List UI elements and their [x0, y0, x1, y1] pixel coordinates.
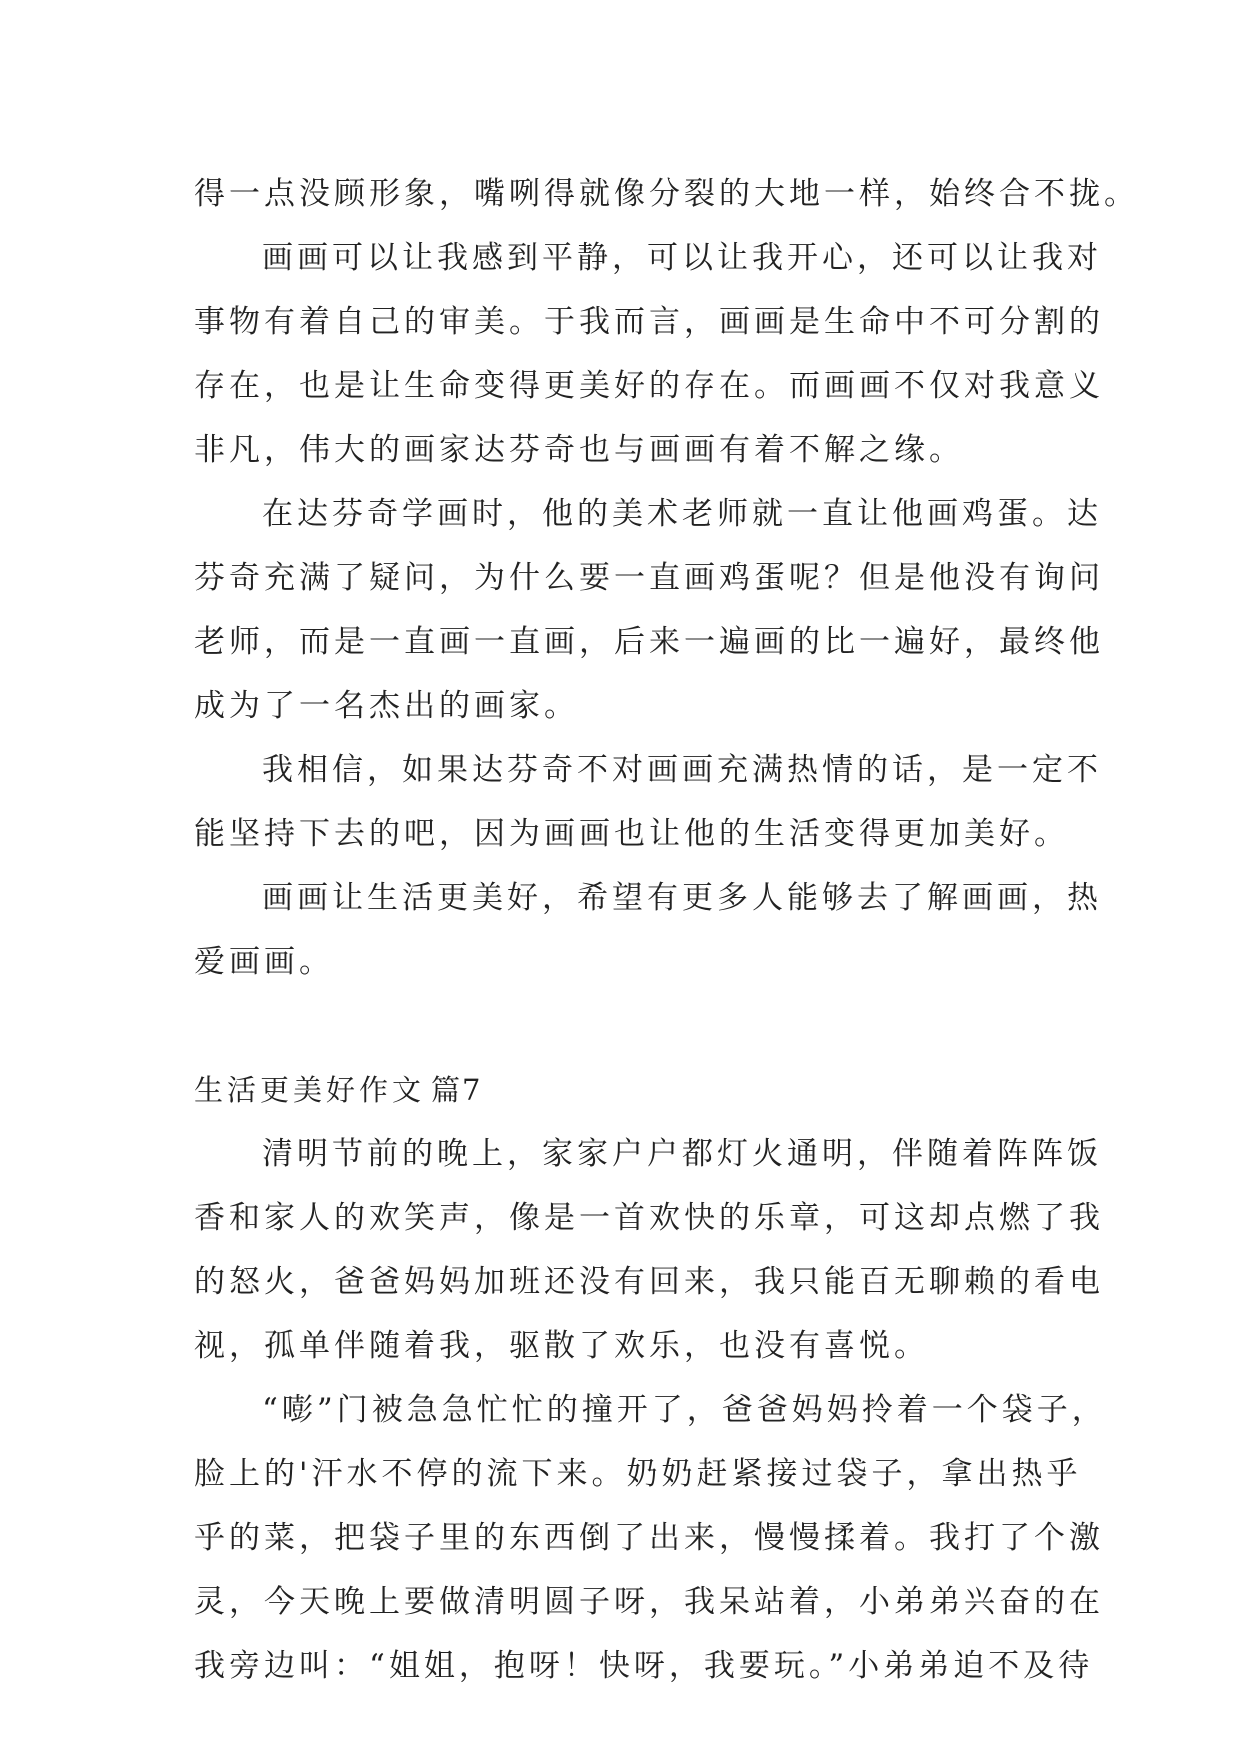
text-line: 得一点没顾形象，嘴咧得就像分裂的大地一样，始终合不拢。	[194, 176, 1139, 212]
text-line: 老师，而是一直画一直画，后来一遍画的比一遍好，最终他	[194, 624, 1104, 660]
paragraph-first-line: “嘭”门被急急忙忙的撞开了，爸爸妈妈拎着一个袋子，	[262, 1392, 1107, 1428]
text-line: 的怒火，爸爸妈妈加班还没有回来，我只能百无聊赖的看电	[194, 1264, 1104, 1300]
text-line: 事物有着自己的审美。于我而言，画画是生命中不可分割的	[194, 304, 1104, 340]
section-gap	[194, 994, 1074, 1058]
section-heading	[194, 1058, 1074, 1122]
text-line: 爱画画。	[194, 944, 334, 980]
text-line: 成为了一名杰出的画家。	[194, 688, 579, 724]
text-line: 存在，也是让生命变得更美好的存在。而画画不仅对我意义	[194, 368, 1104, 404]
text-line: 灵，今天晚上要做清明圆子呀，我呆站着，小弟弟兴奋的在	[194, 1584, 1104, 1620]
paragraph-first-line: 画画可以让我感到平静，可以让我开心，还可以让我对	[262, 240, 1102, 276]
section-heading-label: 生活更美好作文	[194, 1073, 426, 1107]
text-line: 非凡，伟大的画家达芬奇也与画画有着不解之缘。	[194, 432, 964, 468]
paragraph-first-line: 画画让生活更美好，希望有更多人能够去了解画画，热	[262, 880, 1102, 916]
text-line: 乎的菜，把袋子里的东西倒了出来，慢慢揉着。我打了个激	[194, 1520, 1104, 1556]
section-heading-number: 篇7	[431, 1073, 483, 1107]
paragraph-first-line: 我相信，如果达芬奇不对画画充满热情的话，是一定不	[262, 752, 1102, 788]
paragraph-first-line: 清明节前的晚上，家家户户都灯火通明，伴随着阵阵饭	[262, 1136, 1102, 1172]
text-line: 视，孤单伴随着我，驱散了欢乐，也没有喜悦。	[194, 1328, 929, 1364]
text-line: 香和家人的欢笑声，像是一首欢快的乐章，可这却点燃了我	[194, 1200, 1104, 1236]
text-line: 芬奇充满了疑问，为什么要一直画鸡蛋呢？但是他没有询问	[194, 560, 1104, 596]
text-line: 脸上的'汗水不停的流下来。奶奶赶紧接过袋子，拿出热乎	[194, 1456, 1082, 1492]
text-line: 能坚持下去的吧，因为画画也让他的生活变得更加美好。	[194, 816, 1069, 852]
paragraph-first-line: 在达芬奇学画时，他的美术老师就一直让他画鸡蛋。达	[262, 496, 1102, 532]
text-line: 我旁边叫：“姐姐，抱呀！快呀，我要玩。”小弟弟迫不及待	[194, 1648, 1094, 1684]
document-body	[194, 162, 1139, 1698]
